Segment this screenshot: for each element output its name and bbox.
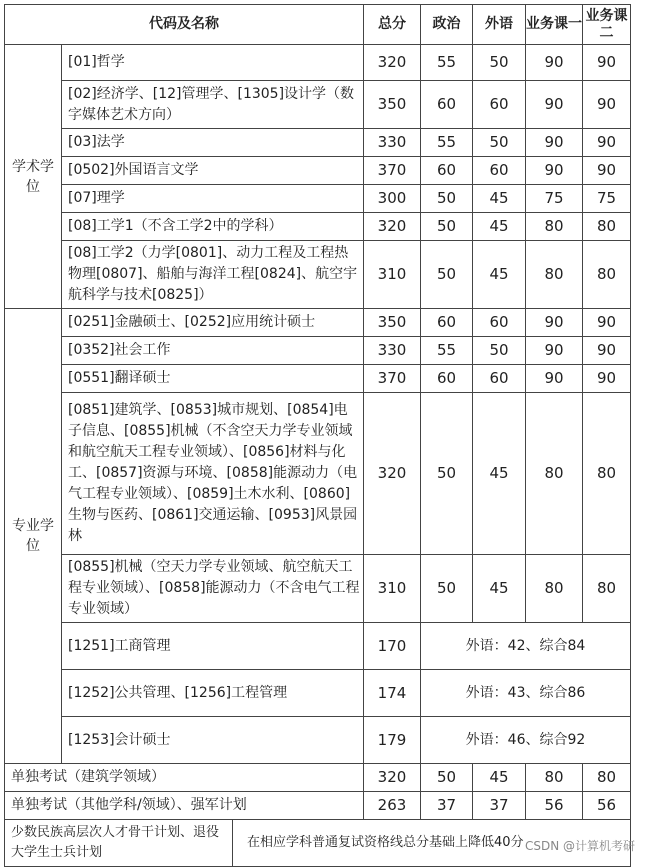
row-total: 310: [364, 555, 421, 623]
row-course2: 80: [583, 393, 631, 555]
row-politics: 55: [421, 129, 473, 157]
row-total: 320: [364, 213, 421, 241]
row-name: [1252]公共管理、[1256]工程管理: [62, 670, 364, 717]
row-course1: 80: [526, 213, 583, 241]
row-foreign: 45: [473, 764, 526, 792]
row-foreign: 45: [473, 555, 526, 623]
header-name: 代码及名称: [5, 5, 364, 45]
row-name: [08]工学1（不含工学2中的学科）: [62, 213, 364, 241]
row-course1: 80: [526, 764, 583, 792]
row-politics: 50: [421, 555, 473, 623]
table-row: [5, 129, 631, 157]
row-course2: 90: [583, 309, 631, 337]
row-politics: 50: [421, 393, 473, 555]
row-politics: 50: [421, 764, 473, 792]
row-name: [1253]会计硕士: [62, 717, 364, 764]
row-name: 单独考试（建筑学领域）: [5, 764, 364, 792]
row-foreign: 60: [473, 309, 526, 337]
row-name: [01]哲学: [62, 45, 364, 81]
row-course2: 80: [583, 764, 631, 792]
row-politics: 55: [421, 45, 473, 81]
row-total: 263: [364, 792, 421, 820]
row-total: 320: [364, 764, 421, 792]
row-course2: 90: [583, 157, 631, 185]
footer-note: 在相应学科普通复试资格线总分基础上降低40分: [247, 835, 524, 850]
row-foreign: 45: [473, 213, 526, 241]
row-note: 外语：43、综合86: [421, 670, 631, 717]
row-total: 350: [364, 81, 421, 129]
row-course1: 90: [526, 337, 583, 365]
footer-label: 少数民族高层次人才骨干计划、退役大学生士兵计划: [5, 820, 233, 866]
row-course1: 90: [526, 309, 583, 337]
header-course2: 业务课二: [583, 5, 631, 45]
row-name: [1251]工商管理: [62, 623, 364, 670]
row-course1: 75: [526, 185, 583, 213]
table-row: [5, 185, 631, 213]
row-name: [0352]社会工作: [62, 337, 364, 365]
row-note: 外语：42、综合84: [421, 623, 631, 670]
score-table: [4, 4, 631, 867]
header-total: 总分: [364, 5, 421, 45]
row-total: 310: [364, 241, 421, 309]
row-course1: 90: [526, 81, 583, 129]
row-total: 370: [364, 157, 421, 185]
table-row: [5, 309, 631, 337]
table-row: [5, 717, 631, 764]
row-course1: 80: [526, 393, 583, 555]
row-course1: 56: [526, 792, 583, 820]
row-total: 179: [364, 717, 421, 764]
row-name: [03]法学: [62, 129, 364, 157]
table-row: [5, 623, 631, 670]
table-row: [5, 241, 631, 309]
row-politics: 50: [421, 241, 473, 309]
row-total: 330: [364, 337, 421, 365]
row-course1: 90: [526, 157, 583, 185]
table-row: [5, 792, 631, 820]
table-row: [5, 337, 631, 365]
row-course2: 75: [583, 185, 631, 213]
row-politics: 50: [421, 185, 473, 213]
row-politics: 60: [421, 157, 473, 185]
row-politics: 55: [421, 337, 473, 365]
row-course2: 80: [583, 213, 631, 241]
header-politics: 政治: [421, 5, 473, 45]
row-politics: 37: [421, 792, 473, 820]
row-name: [02]经济学、[12]管理学、[1305]设计学（数字媒体艺术方向）: [62, 81, 364, 129]
row-total: 320: [364, 393, 421, 555]
watermark: CSDN @计算机考研: [524, 839, 635, 853]
row-politics: 60: [421, 81, 473, 129]
row-politics: 50: [421, 213, 473, 241]
table-row: [5, 393, 631, 555]
table-row: [5, 555, 631, 623]
row-total: 370: [364, 365, 421, 393]
row-foreign: 45: [473, 393, 526, 555]
row-course2: 56: [583, 792, 631, 820]
table-row: [5, 45, 631, 81]
row-total: 320: [364, 45, 421, 81]
row-name: 单独考试（其他学科/领域）、强军计划: [5, 792, 364, 820]
row-course1: 80: [526, 555, 583, 623]
row-politics: 60: [421, 365, 473, 393]
row-name: [0855]机械（空天力学专业领域、航空航天工程专业领域）、[0858]能源动力（不含电气工程专业领域）: [62, 555, 364, 623]
row-name: [07]理学: [62, 185, 364, 213]
table-row: [5, 764, 631, 792]
row-foreign: 45: [473, 185, 526, 213]
row-total: 330: [364, 129, 421, 157]
row-total: 174: [364, 670, 421, 717]
table-row: [5, 365, 631, 393]
row-name: [0851]建筑学、[0853]城市规划、[0854]电子信息、[0855]机械（不含空天力学专业领域和航空航天工程专业领域）、[0856]材料与化工、[0857]资源与环境、[0858]能源动力（电气工程专业领域）、[0859]土木水利、[0860]生物与医药、[0861]交通运输、[0953]风景园林: [62, 393, 364, 555]
row-foreign: 50: [473, 337, 526, 365]
category-professional: 专业学位: [5, 309, 62, 764]
row-foreign: 60: [473, 365, 526, 393]
row-course2: 80: [583, 241, 631, 309]
row-course2: 90: [583, 81, 631, 129]
row-course2: 90: [583, 45, 631, 81]
row-name: [0502]外国语言文学: [62, 157, 364, 185]
row-politics: 60: [421, 309, 473, 337]
row-course2: 90: [583, 365, 631, 393]
row-foreign: 37: [473, 792, 526, 820]
row-name: [08]工学2（力学[0801]、动力工程及工程热物理[0807]、船舶与海洋工程[0824]、航空宇航科学与技术[0825]）: [62, 241, 364, 309]
row-course1: 90: [526, 129, 583, 157]
row-course1: 90: [526, 45, 583, 81]
row-note: 外语：46、综合92: [421, 717, 631, 764]
category-academic: 学术学位: [5, 45, 62, 309]
row-total: 170: [364, 623, 421, 670]
row-foreign: 60: [473, 81, 526, 129]
table-row: [5, 81, 631, 129]
row-total: 300: [364, 185, 421, 213]
row-course2: 80: [583, 555, 631, 623]
row-course1: 80: [526, 241, 583, 309]
row-total: 350: [364, 309, 421, 337]
table-row: [5, 157, 631, 185]
row-name: [0551]翻译硕士: [62, 365, 364, 393]
header-foreign: 外语: [473, 5, 526, 45]
row-foreign: 50: [473, 129, 526, 157]
row-course2: 90: [583, 337, 631, 365]
row-foreign: 50: [473, 45, 526, 81]
row-foreign: 45: [473, 241, 526, 309]
row-name: [0251]金融硕士、[0252]应用统计硕士: [62, 309, 364, 337]
table-row: [5, 670, 631, 717]
header-course1: 业务课一: [526, 5, 583, 45]
row-course1: 90: [526, 365, 583, 393]
row-foreign: 60: [473, 157, 526, 185]
table-row: [5, 213, 631, 241]
header-row: [5, 5, 631, 45]
row-course2: 90: [583, 129, 631, 157]
